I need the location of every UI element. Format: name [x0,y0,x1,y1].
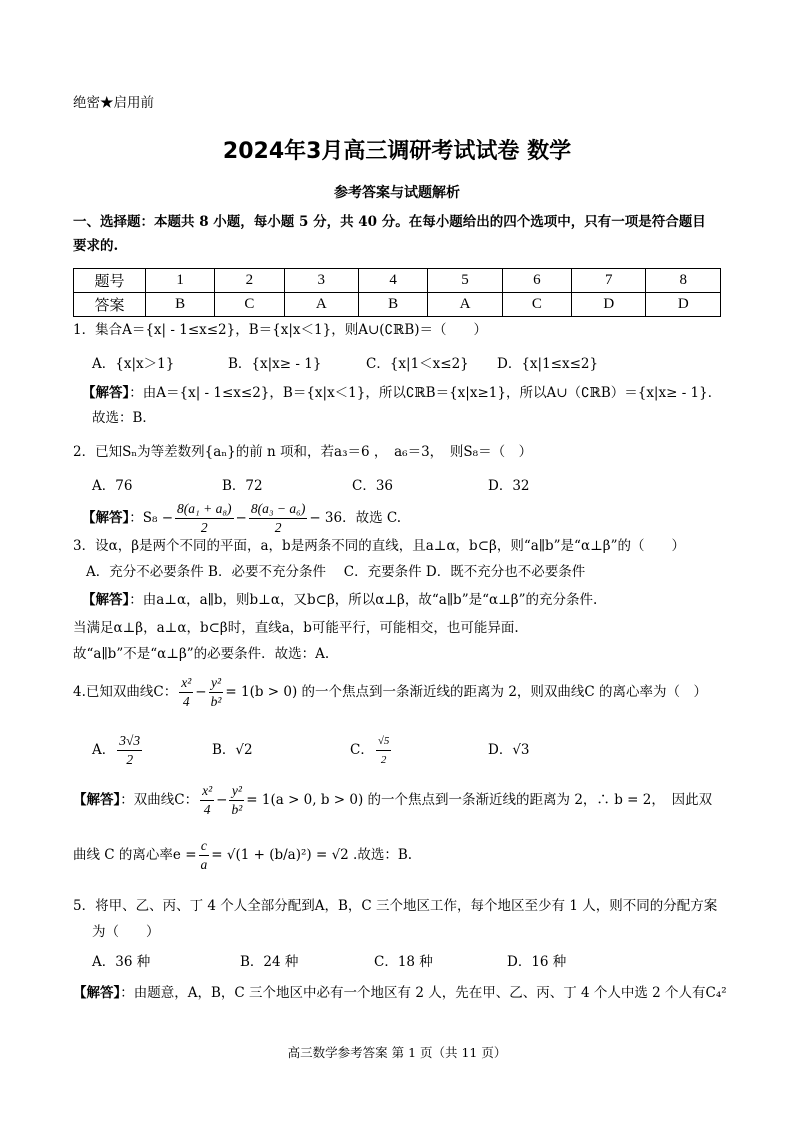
table-cell: C [502,293,571,317]
solution-text: 曲线 C 的离心率e = [73,847,197,863]
q4-option-c [350,730,393,770]
q5-stem-cont: 为（ ） [92,924,160,940]
fraction [199,837,210,874]
solution-text: ：S₈ − [129,510,174,526]
table-cell: 4 [359,269,428,293]
denominator: 2 [274,520,282,535]
solution-text: ：由题意，A，B，C 三个地区中必有一个地区有 2 人，先在甲、乙、丙、丁 4 个人中选 2 个人有C₄² [120,985,727,1001]
stem-text: 4.已知双曲线C： [73,684,178,700]
table-cell: 1 [146,269,215,293]
table-header: 题号 [74,269,146,293]
q2-option-d: D．32 [488,478,530,494]
numerator: x² [200,782,214,801]
q3-solution [82,590,597,610]
solution-tag: 【解答】 [82,592,130,608]
q4-option-b: B．√2 [212,742,253,758]
numerator: 8(a₁ + a₈) [175,500,234,519]
q4-solution-line2 [73,835,412,875]
table-cell: A [428,293,502,317]
table-cell: 7 [572,269,646,293]
q2-option-c: C．36 [352,478,394,494]
solution-tag: 【解答】 [73,792,121,808]
q5-stem: 5．将甲、乙、丙、丁 4 个人全部分配到A，B，C 三个地区工作，每个地区至少有 1 人，则不同的分配方案 [73,898,718,914]
q5-option-c: C．18 种 [374,954,433,970]
q5-option-d: D．16 种 [507,954,567,970]
q1-option-c: C．{x|1＜x≤2} [366,356,469,372]
solution-text: ：由a⊥α，a∥b，则b⊥α，又b⊂β，所以α⊥β，故“a∥b”是“α⊥β”的充分条件. [129,592,598,608]
table-row-numbers [74,269,721,293]
table-cell: B [146,293,215,317]
q2-stem: 2．已知Sₙ为等差数列{aₙ}的前 n 项和，若a₃＝6 ， a₆＝3， 则S₈＝（ ） [73,444,533,460]
denominator: 2 [380,754,387,766]
q1-solution [82,383,721,403]
solution-text: = √(1 + (b/a)²) = √2 .故选：B. [211,847,413,863]
q1-option-b: B．{x|x≥ - 1} [228,356,322,372]
solution-tag: 【解答】 [82,385,130,401]
table-cell: B [359,293,428,317]
q5-option-a: A．36 种 [92,954,151,970]
section-heading-cont: 要求的. [73,238,119,254]
numerator: y² [229,782,244,801]
solution-text: ：由A＝{x| - 1≤x≤2}，B＝{x|x＜1}，所以∁ℝB＝{x|x≥1}，所以A∪（∁ℝB）＝{x|x≥ - 1}． [129,385,722,401]
q2-option-a: A．76 [92,478,133,494]
numerator: √5 [376,732,392,751]
denominator: 2 [200,520,208,535]
table-cell: 6 [502,269,571,293]
table-cell: 2 [215,269,284,293]
q3-stem: 3．设α，β是两个不同的平面，a，b是两条不同的直线，且a⊥α，b⊂β，则“a∥b”是“α⊥β”的（ ） [73,538,685,554]
fraction [175,500,234,537]
q2-solution [82,500,401,537]
fraction [200,782,214,819]
page-footer: 高三数学参考答案 第 1 页（共 11 页） [287,1045,507,1060]
q5-solution [73,983,727,1003]
q4-option-d: D．√3 [488,742,530,758]
table-cell: C [215,293,284,317]
option-label: A． [92,742,116,758]
fraction [209,674,224,711]
solution-tag: 【解答】 [73,985,121,1001]
solution-text: ：双曲线C： [120,792,199,808]
q4-solution: 【解答】：双曲线C： $\frac{\text{x²}}{4}$ − $\frac{\text{y²}}{\text{b²}}$ = 1(a > 0, b > 0) 的一个焦点到一条渐近线的距离为 2，∴ b = 2， 因此双 [73,783,713,817]
denominator: 2 [126,752,134,767]
q3-solution-line3: 故“a∥b”不是“α⊥β”的必要条件．故选：A. [73,646,330,662]
solution-tag: 【解答】 [82,510,130,526]
q3-solution-line2: 当满足α⊥β，a⊥α，b⊂β时，直线a，b可能平行，可能相交，也可能异面. [73,620,519,636]
q3-options: A．充分不必要条件 B．必要不充分条件 C．充要条件 D．既不充分也不必要条件 [86,564,586,580]
q1-option-a: A．{x|x＞1} [92,356,175,372]
q4-option-a [92,730,144,770]
q1-answer: 故选：B． [92,410,156,426]
denominator: a [200,857,208,872]
denominator: 4 [182,694,190,709]
table-cell: 8 [646,269,721,293]
numerator: x² [179,674,193,693]
page-subtitle: 参考答案与试题解析 [334,185,460,201]
fraction [229,782,244,819]
table-cell: 5 [428,269,502,293]
table-cell: D [646,293,721,317]
solution-text: − 36．故选 C. [309,510,402,526]
q5-option-b: B．24 种 [240,954,299,970]
q4-stem: 4.已知双曲线C： $\frac{\text{x²}}{4}$ − $\frac{\text{y²}}{\text{b²}}$ = 1(b > 0) 的一个焦点到一条渐近线的距离为 2，则双曲线C 的离心率为（ ） [73,675,708,709]
solution-text: − [235,510,247,526]
answer-table [73,268,721,317]
table-cell: D [572,293,646,317]
denominator: b² [210,694,222,709]
confidential-label: 绝密★启用前 [73,95,154,111]
table-row-answers [74,293,721,317]
fraction [179,674,193,711]
denominator: 4 [203,802,211,817]
fraction [376,732,392,769]
solution-text: = 1(a > 0, b > 0) 的一个焦点到一条渐近线的距离为 2，∴ b = 2， 因此双 [246,792,713,808]
numerator: y² [209,674,224,693]
q1-stem: 1．集合A＝{x| - 1≤x≤2}，B＝{x|x＜1}，则A∪(∁ℝB)＝（ ） [73,322,488,338]
table-header: 答案 [74,293,146,317]
page-title: 2024年3月高三调研考试试卷 数学 [222,139,572,164]
q2-option-b: B．72 [222,478,263,494]
stem-text: = 1(b > 0) 的一个焦点到一条渐近线的距离为 2，则双曲线C 的离心率为（ ） [225,684,708,700]
fraction [117,732,142,769]
denominator: b² [231,802,243,817]
q1-option-d: D．{x|1≤x≤2} [497,356,599,372]
option-label: C． [350,742,374,758]
numerator: 3√3 [117,732,142,751]
numerator: c [199,837,210,856]
fraction [249,500,308,537]
table-cell: 3 [284,269,358,293]
section-heading: 一、选择题：本题共 8 小题，每小题 5 分，共 40 分。在每小题给出的四个选项中，只有一项是符合题目 [73,214,706,230]
numerator: 8(a₃ − a₆) [249,500,308,519]
table-cell: A [284,293,358,317]
